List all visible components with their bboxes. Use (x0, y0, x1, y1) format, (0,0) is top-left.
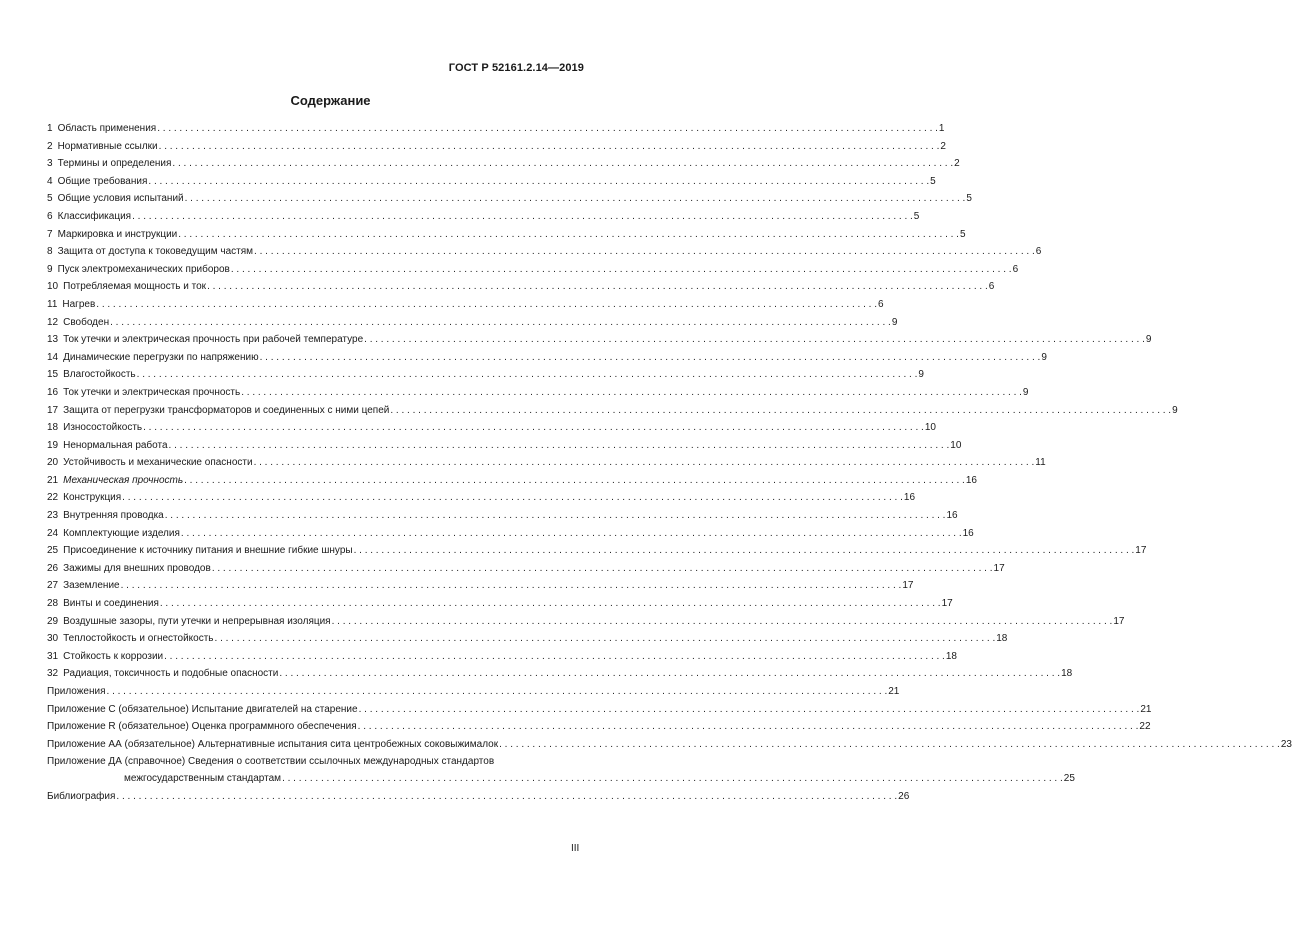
toc-entry[interactable] (47, 630, 1008, 648)
toc-entry-number: 27 (47, 580, 59, 592)
toc-entry-page: 6 (988, 281, 995, 293)
leader-dots (364, 331, 1145, 349)
toc-entry-page: 17 (993, 562, 1005, 574)
toc-entry-page: 17 (1135, 545, 1147, 557)
toc-entry-text: Приложение АА (обязательное) Альтернативные испытания сита центробежных соковыжималок (47, 738, 499, 750)
toc-entry-bibliography[interactable] (47, 788, 910, 806)
toc-entry[interactable] (47, 542, 1147, 560)
toc-entry[interactable] (47, 437, 962, 455)
toc-entry-page: 16 (962, 527, 974, 539)
toc-entry-page: 16 (965, 474, 977, 486)
toc-entry[interactable] (47, 402, 1178, 420)
toc-entry-page: 1 (938, 123, 945, 134)
toc-entry[interactable] (47, 366, 924, 384)
toc-entry[interactable] (47, 384, 1029, 402)
leader-dots (185, 190, 966, 208)
toc-entry[interactable] (47, 296, 884, 314)
toc-entry[interactable] (47, 190, 972, 208)
toc-entry-number: 25 (47, 545, 59, 557)
toc-entry-number: 10 (47, 281, 59, 293)
toc-entry-page: 18 (996, 633, 1008, 645)
toc-entry-text: Ток утечки и электрическая прочность (63, 386, 241, 398)
toc-entry-page: 16 (903, 492, 916, 504)
leader-dots (181, 525, 962, 543)
toc-entry-page: 6 (1035, 246, 1042, 258)
toc-entry-number: 30 (47, 633, 59, 645)
toc-entry[interactable] (47, 648, 957, 666)
toc-entry-number: 26 (47, 562, 59, 574)
toc-entry[interactable] (47, 331, 1152, 349)
toc-entry-number: 16 (47, 386, 59, 398)
toc-entry-number: 7 (47, 228, 53, 240)
leader-dots (143, 419, 924, 437)
toc-entry-text: Классификация (57, 210, 132, 222)
toc-entry-page: 16 (946, 510, 958, 522)
toc-entry-appendix-r[interactable] (47, 718, 1151, 736)
leader-dots (241, 384, 1022, 402)
toc-entry-text: Нормативные ссылки (57, 140, 158, 152)
toc-entry-number: 2 (47, 140, 53, 152)
toc-entry-page: 10 (924, 422, 936, 434)
leader-dots (358, 718, 1139, 736)
leader-dots (279, 665, 1060, 683)
toc-entry-page: 21 (888, 686, 900, 697)
leader-dots (148, 173, 929, 191)
leader-dots (96, 296, 877, 314)
toc-entry[interactable] (47, 138, 946, 156)
toc-entry-text: Общие требования (57, 175, 148, 187)
toc-entry-number: 22 (47, 492, 59, 504)
toc-entry-number: 31 (47, 650, 59, 662)
toc-entry[interactable] (47, 613, 1125, 631)
toc-entry-number: 4 (47, 175, 53, 187)
toc-entry[interactable] (47, 472, 977, 490)
toc-entry-text: Ток утечки и электрическая прочность при рабочей температуре (63, 334, 364, 346)
toc-entry-page: 17 (1113, 615, 1125, 627)
toc-entry-text-continued: межгосударственным стандартам (124, 773, 282, 785)
leader-dots (116, 788, 897, 806)
toc-entry-text: Механическая прочность (63, 474, 184, 486)
toc-entry-page: 9 (918, 369, 924, 381)
toc-entry-number: 29 (47, 615, 59, 627)
toc-entry[interactable] (47, 243, 1042, 261)
toc-entry-number: 3 (47, 158, 53, 170)
toc-entry[interactable] (47, 261, 1019, 279)
toc-entry-text: Приложения (47, 686, 106, 697)
toc-entry-page: 17 (902, 580, 914, 592)
toc-entry-page: 25 (1063, 773, 1075, 785)
leader-dots (254, 243, 1035, 261)
toc-entry-page: 11 (1035, 457, 1046, 469)
leader-dots (354, 542, 1135, 560)
toc-entry-number: 28 (47, 598, 59, 610)
toc-entry[interactable] (47, 454, 1046, 472)
toc-entry-text: Ненормальная работа (63, 439, 168, 451)
toc-entry-text: Область применения (57, 123, 157, 134)
toc-entry-page: 6 (877, 298, 884, 310)
toc-entry-number: 20 (47, 457, 59, 469)
toc-entry-number: 21 (47, 474, 59, 486)
toc-entry-number: 15 (47, 369, 59, 381)
toc-entry-page: 2 (954, 158, 960, 170)
leader-dots (231, 261, 1012, 279)
toc-entry-appendices[interactable] (47, 683, 900, 701)
leader-dots (212, 560, 993, 578)
toc-entry-text: Конструкция (63, 492, 122, 504)
toc-entry-number: 8 (47, 246, 53, 258)
toc-entry[interactable] (47, 577, 914, 595)
toc-entry-page: 10 (950, 439, 962, 451)
leader-dots (122, 489, 903, 507)
toc-entry-text: Устойчивость и механические опасности (63, 457, 253, 469)
toc-entry[interactable] (47, 507, 958, 525)
toc-entry-number: 19 (47, 439, 59, 451)
toc-entry-number: 24 (47, 527, 59, 539)
toc-entry-number: 17 (47, 404, 59, 416)
leader-dots (207, 278, 988, 296)
toc-entry-text: Приложение С (обязательное) Испытание двигателей на старение (47, 703, 358, 715)
toc-entry-text: Приложение R (обязательное) Оценка программного обеспечения (47, 721, 357, 733)
toc-entry-appendix-c[interactable] (47, 701, 1152, 719)
leader-dots (132, 208, 913, 226)
toc-entry-text: Зажимы для внешних проводов (63, 562, 211, 574)
toc-entry[interactable] (47, 278, 995, 296)
toc-entry[interactable] (47, 226, 966, 244)
leader-dots (254, 454, 1035, 472)
leader-dots (157, 120, 938, 138)
toc-entry[interactable] (47, 560, 1005, 578)
leader-dots (359, 701, 1140, 719)
toc-entry[interactable] (47, 173, 936, 191)
leader-dots (107, 683, 888, 701)
toc-entry-appendix-da[interactable] (47, 753, 1075, 788)
toc-entry-number: 9 (47, 263, 53, 275)
toc-sections (47, 120, 1178, 683)
toc-entry[interactable] (47, 155, 960, 173)
leader-dots (169, 437, 950, 455)
toc-entry-number: 14 (47, 351, 59, 363)
table-of-contents (47, 120, 1292, 806)
toc-entry-number: 32 (47, 668, 59, 680)
toc-entry-number: 23 (47, 510, 59, 522)
leader-dots (178, 226, 959, 244)
toc-entry-text: Теплостойкость и огнестойкость (63, 633, 214, 645)
toc-entry-number: 12 (47, 316, 59, 328)
toc-entry-page: 5 (959, 228, 966, 240)
toc-entry-text: Потребляемая мощность и ток (63, 281, 207, 293)
standard-code: ГОСТ Р 52161.2.14—2019 (448, 62, 584, 74)
toc-entry[interactable] (47, 665, 1073, 683)
toc-entry-text: Термины и определения (57, 158, 172, 170)
toc-entry-text: Библиография (47, 791, 116, 803)
leader-dots (121, 577, 902, 595)
toc-entry-text: Приложение ДА (справочное) Сведения о соответствии ссылочных международных стандартов (47, 756, 495, 768)
page-title: Содержание (290, 93, 371, 108)
toc-entry-text: Маркировка и инструкции (57, 228, 178, 240)
toc-entry-page: 2 (940, 140, 946, 152)
toc-entry-page: 9 (1145, 334, 1152, 346)
toc-entry-text: Воздушные зазоры, пути утечки и непрерывная изоляция (63, 615, 331, 627)
toc-entry-page: 21 (1140, 703, 1152, 715)
toc-entry-text: Комплектующие изделия (63, 527, 180, 539)
toc-entry-text: Износостойкость (63, 422, 143, 434)
leader-dots (137, 366, 918, 384)
leader-dots (332, 613, 1113, 631)
toc-entry-text: Защита от перегрузки трансформаторов и соединенных с ними цепей (63, 404, 390, 416)
toc-entry-page: 9 (1172, 404, 1178, 416)
toc-entry-text: Общие условия испытаний (57, 193, 184, 205)
toc-entry-page: 5 (913, 210, 920, 222)
toc-entry[interactable] (47, 489, 916, 507)
toc-entry-page: 22 (1139, 721, 1151, 733)
toc-entry-text: Свободен (63, 316, 110, 328)
toc-entry-number: 6 (47, 210, 53, 222)
toc-entry-number: 13 (47, 334, 59, 346)
toc-entry[interactable] (47, 120, 945, 138)
toc-entry-page: 9 (891, 316, 898, 328)
toc-entry-number: 5 (47, 193, 53, 205)
toc-entry-page: 23 (1280, 738, 1292, 750)
toc-entry-text: Нагрев (62, 298, 96, 310)
leader-dots (499, 736, 1280, 754)
toc-entry-text: Стойкость к коррозии (63, 650, 164, 662)
toc-entry[interactable] (47, 208, 920, 226)
toc-entry[interactable] (47, 525, 974, 543)
toc-entry-text: Винты и соединения (63, 598, 159, 610)
toc-entry-number: 1 (47, 123, 53, 134)
toc-entry[interactable] (47, 314, 898, 332)
toc-entry-number: 18 (47, 422, 59, 434)
toc-entry-text: Присоединение к источнику питания и внешние гибкие шнуры (63, 545, 353, 557)
leader-dots (390, 402, 1171, 420)
toc-entry-page: 17 (941, 598, 953, 610)
toc-entry-appendix-aa[interactable] (47, 736, 1292, 754)
toc-entry-page: 5 (930, 175, 936, 187)
toc-entry-text: Влагостойкость (63, 369, 136, 381)
toc-entry-page: 5 (966, 193, 972, 205)
page-number: III (571, 843, 580, 854)
toc-entry-page: 18 (1061, 668, 1073, 680)
leader-dots (164, 648, 945, 666)
toc-entry-text: Защита от доступа к токоведущим частям (57, 246, 254, 258)
toc-entry[interactable] (47, 595, 953, 613)
leader-dots (165, 507, 946, 525)
toc-entry-page: 9 (1041, 351, 1047, 363)
leader-dots (159, 138, 940, 156)
toc-entry-text: Пуск электромеханических приборов (57, 263, 230, 275)
toc-entry-text: Динамические перегрузки по напряжению (63, 351, 259, 363)
leader-dots (282, 770, 1063, 787)
leader-dots (184, 472, 965, 490)
toc-entry[interactable] (47, 349, 1047, 367)
leader-dots (172, 155, 953, 173)
toc-entry-page: 18 (945, 650, 957, 662)
leader-dots (160, 595, 941, 613)
toc-entry-text: Радиация, токсичность и подобные опасности (63, 668, 279, 680)
toc-entry-text: Заземление (63, 580, 120, 592)
leader-dots (260, 349, 1041, 367)
toc-entry-number: 11 (47, 298, 58, 310)
leader-dots (110, 314, 891, 332)
leader-dots (215, 630, 996, 648)
toc-entry-page: 6 (1012, 263, 1019, 275)
toc-entry-page: 26 (898, 791, 910, 803)
toc-entry-text: Внутренняя проводка (63, 510, 164, 522)
toc-entry[interactable] (47, 419, 936, 437)
toc-entry-page: 9 (1022, 386, 1029, 398)
